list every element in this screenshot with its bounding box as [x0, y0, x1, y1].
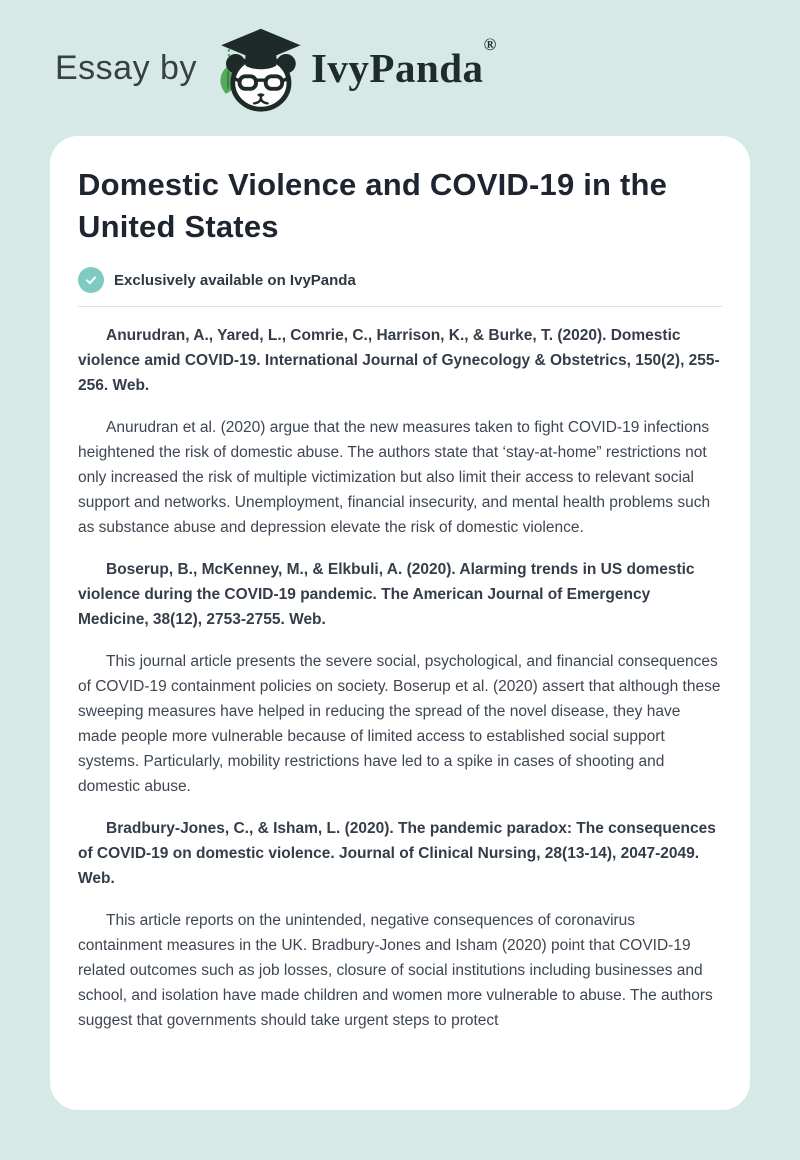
exclusive-badge-label: Exclusively available on IvyPanda: [114, 271, 356, 289]
panda-graduate-icon: [207, 23, 307, 115]
citation-paragraph: Bradbury-Jones, C., & Isham, L. (2020). The pandemic paradox: The consequences of COVID-19 on domestic violence. Journal of Clinical Nursing, 28(13-14), 2047-2049. Web.: [78, 820, 716, 887]
essay-card: [50, 136, 750, 1110]
essay-by-label: Essay by: [55, 48, 197, 87]
divider: [78, 306, 722, 307]
exclusive-badge: [78, 266, 722, 294]
checkmark-icon: [78, 267, 104, 293]
essay-title: Domestic Violence and COVID-19 in the United States: [78, 167, 668, 244]
citation-paragraph: Boserup, B., McKenney, M., & Elkbuli, A. (2020). Alarming trends in US domestic violence during the COVID-19 pandemic. The American Journal of Emergency Medicine, 38(12), 2753-2755. Web.: [78, 561, 695, 628]
body-paragraph: This journal article presents the severe social, psychological, and financial consequences of COVID-19 containment policies on society. Boserup et al. (2020) assert that although these sweeping measures have helped in reducing the spread of the novel disease, they have made people more vulnerable because of limited access to established social support systems. Particularly, mobility restrictions have led to a spike in cases of shooting and domestic abuse.: [78, 653, 721, 795]
ivypanda-logo-link[interactable]: [207, 21, 496, 115]
registered-trademark-mark: ®: [483, 35, 497, 54]
site-header: [0, 0, 800, 136]
body-paragraph: Anurudran et al. (2020) argue that the new measures taken to fight COVID-19 infections heightened the risk of domestic abuse. The authors state that ‘stay-at-home” restrictions not only increased the risk of multiple victimization but also limit their access to relevant social support and networks. Unemployment, financial insecurity, and mental health problems such as substance abuse and depression elevate the risk of domestic violence.: [78, 419, 711, 536]
brand-name: IvyPanda: [310, 45, 484, 91]
citation-paragraph: Anurudran, A., Yared, L., Comrie, C., Harrison, K., & Burke, T. (2020). Domestic violence amid COVID-19. International Journal of Gynecology & Obstetrics, 150(2), 255-256. Web.: [78, 327, 720, 394]
body-paragraph: This article reports on the unintended, negative consequences of coronavirus containment measures in the UK. Bradbury-Jones and Isham (2020) point that COVID-19 related outcomes such as job losses, closure of social institutions including businesses and school, and isolation have made children and women more vulnerable to abuse. The authors suggest that governments should take urgent steps to protect: [78, 912, 713, 1029]
